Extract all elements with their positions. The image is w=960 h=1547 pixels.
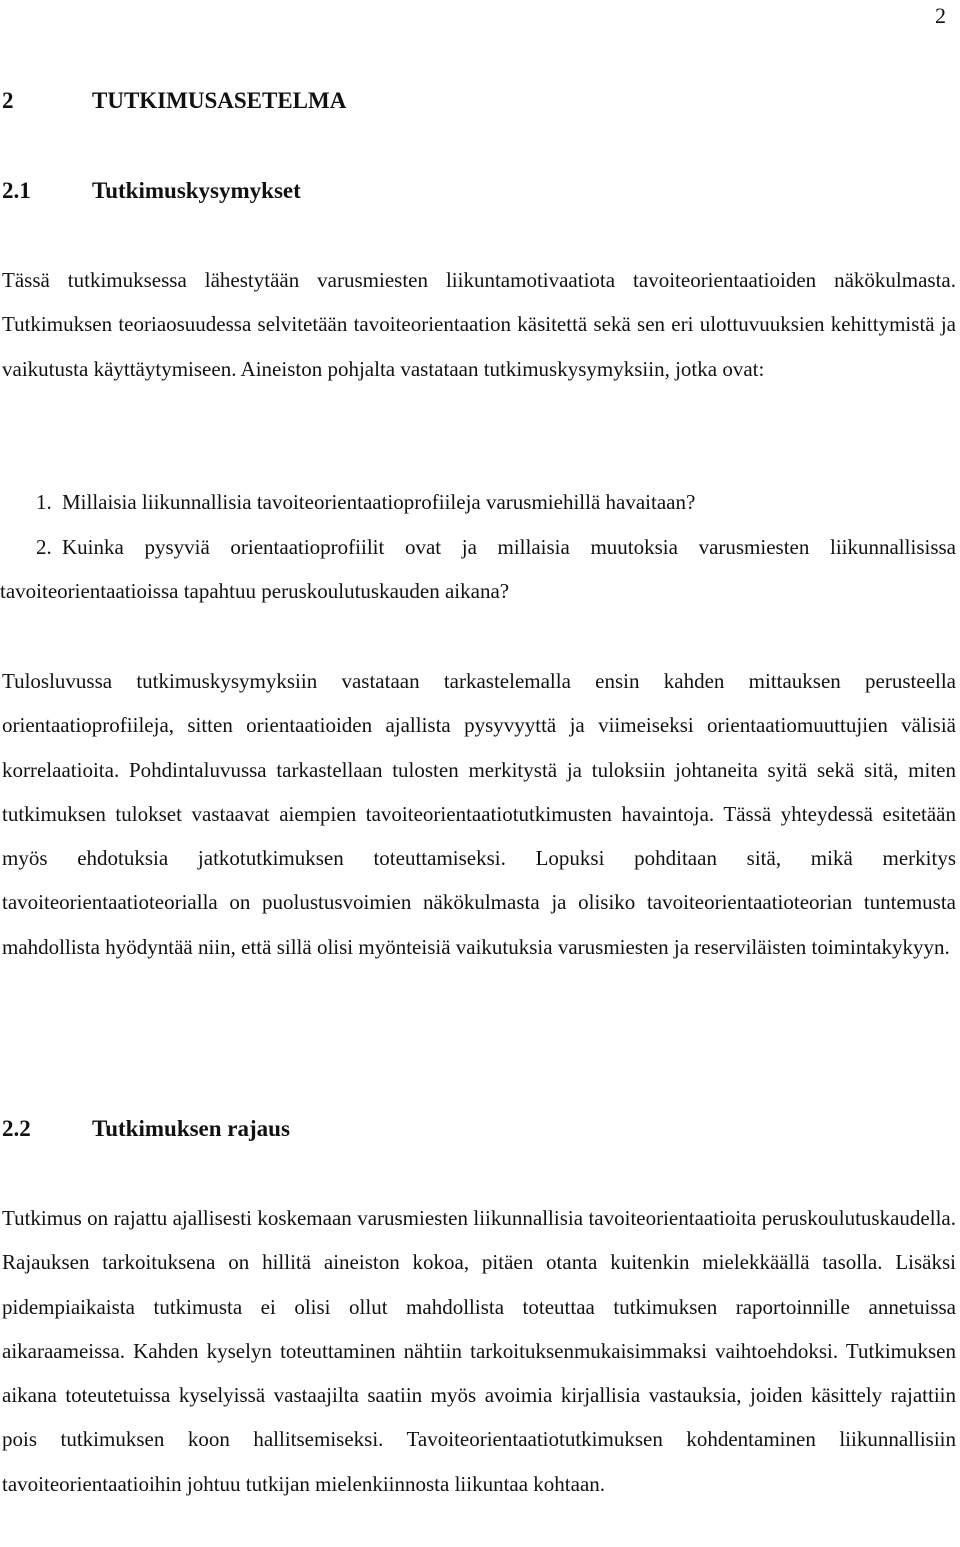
subsection-heading-scope [2, 1114, 290, 1144]
intro-paragraph: Tässä tutkimuksessa lähestytään varusmiesten liikuntamotivaatiota tavoiteorientaatioiden näkökulmasta. Tutkimuksen teoriaosuudessa selvitetään tavoiteorientaation käsitettä sekä sen eri ulottuvuuksien kehittymistä ja vaikutusta käyttäytymiseen. Aineiston pohjalta vastataan tutkimuskysymyksiin, jotka ovat: [2, 268, 956, 381]
section-number: 2 [2, 88, 14, 113]
research-question-text: Kuinka pysyviä orientaatioprofiilit ovat ja millaisia muutoksia varusmiesten liikunnallisissa tavoiteorientaatioissa tapahtuu peruskoulutuskauden aikana? [0, 535, 956, 604]
section-title: TUTKIMUSASETELMA [92, 88, 347, 113]
section-heading [2, 86, 346, 116]
research-question [0, 480, 956, 524]
outline-paragraph: Tulosluvussa tutkimuskysymyksiin vastataan tarkastelemalla ensin kahden mittauksen perusteella orientaatioprofiileja, sitten orientaatioiden ajallista pysyvyyttä ja viimeiseksi orientaatiomuuttujien välisiä korrelaatioita. Pohdintaluvussa tarkastellaan tulosten merkitystä ja tuloksiin johtaneita syitä sekä sitä, miten tutkimuksen tulokset vastaavat aiempien tavoiteorientaatiotutkimusten havaintoja. Tässä yhteydessä esitetään myös ehdotuksia jatkotutkimuksen toteuttamiseksi. Lopuksi pohditaan sitä, mikä merkitys tavoiteorientaatioteorialla on puolustusvoimien näkökulmasta ja olisiko tavoiteorientaatioteorian tuntemusta mahdollista hyödyntää niin, että sillä olisi myönteisiä vaikutuksia varusmiesten ja reserviläisten toimintakykyyn. [2, 669, 956, 959]
subsection-heading-questions [2, 176, 301, 206]
scope-paragraph: Tutkimus on rajattu ajallisesti koskemaan varusmiesten liikunnallisia tavoiteorientaatioita peruskoulutuskaudella. Rajauksen tarkoituksena on hillitä aineiston kokoa, pitäen otanta kuitenkin mielekkäällä tasolla. Lisäksi pidempiaikaista tutkimusta ei olisi ollut mahdollista toteuttaa tutkimuksen raportoinnille annetuissa aikaraameissa. Kahden kyselyn toteuttaminen nähtiin tarkoituksenmukaisimmaksi vaihtoehdoksi. Tutkimuksen aikana toteutetuissa kyselyissä vastaajilta saatiin myös avoimia kirjallisia vastauksia, joiden käsittely rajattiin pois tutkimuksen koon hallitsemiseksi. Tavoiteorientaatiotutkimuksen kohdentaminen liikunnallisiin tavoiteorientaatioihin johtuu tutkijan mielenkiinnosta liikuntaa kohtaan. [2, 1206, 956, 1496]
research-question-number: 2. [36, 535, 52, 559]
subsection-number: 2.1 [2, 178, 31, 203]
research-question-text: Millaisia liikunnallisia tavoiteorientaatioprofiileja varusmiehillä havaitaan? [62, 490, 696, 514]
research-question [0, 525, 956, 614]
subsection-title: Tutkimuksen rajaus [92, 1116, 290, 1141]
page-number: 2 [935, 3, 946, 28]
subsection-number: 2.2 [2, 1116, 31, 1141]
subsection-title: Tutkimuskysymykset [92, 178, 301, 203]
research-question-number: 1. [36, 490, 52, 514]
